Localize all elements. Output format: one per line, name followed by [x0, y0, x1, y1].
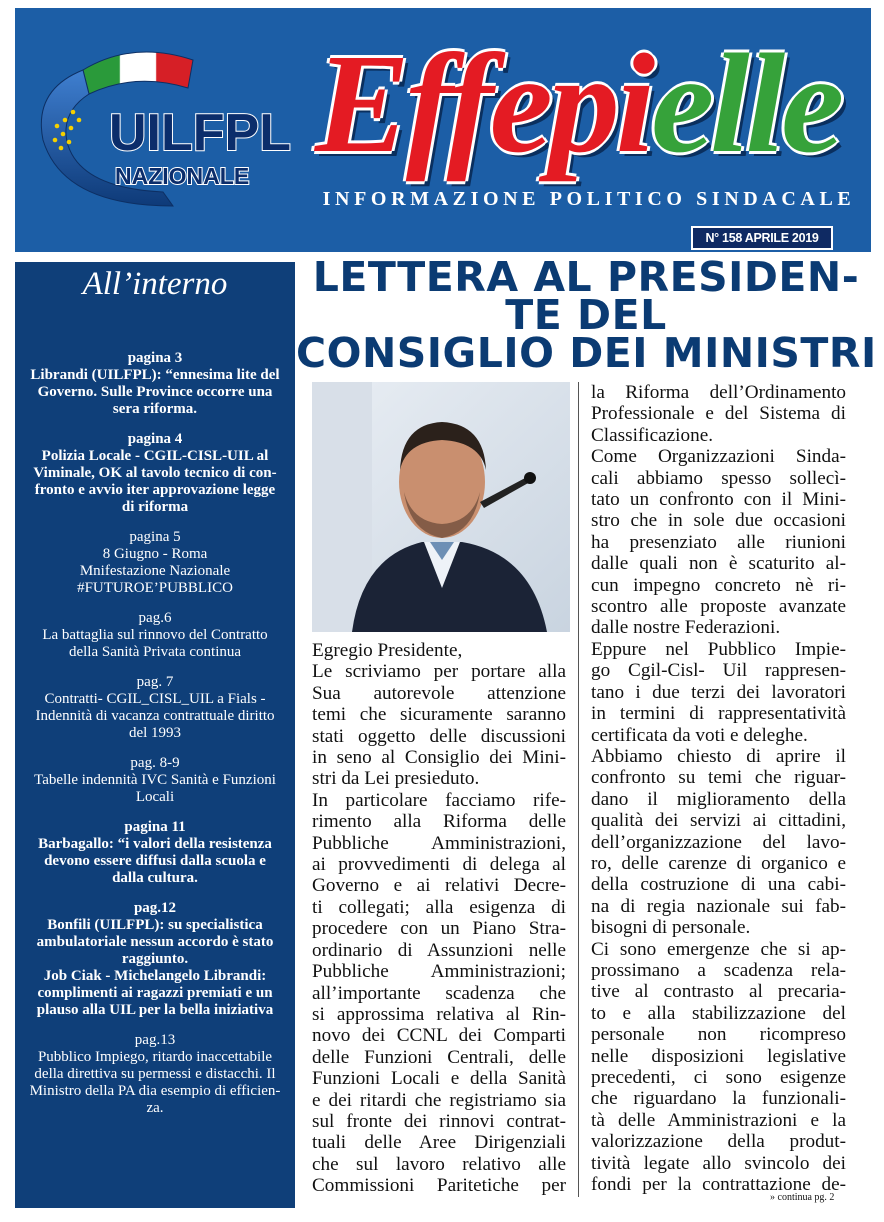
article-line: tato un confronto con il Mini-	[591, 489, 846, 511]
toc-entry-text: #FUTUROE’PUBBLICO	[77, 580, 233, 596]
article-line: temi che sicuramente saranno	[312, 704, 566, 726]
svg-text:UILFPL: UILFPL	[109, 104, 291, 162]
article-line: la Riforma dell’Ordinamento	[591, 382, 846, 403]
article-line: tano i due terzi dei lavoratori	[591, 681, 846, 703]
column-divider	[578, 382, 579, 1197]
svg-text:NAZIONALE: NAZIONALE	[115, 163, 250, 189]
article-line: Sua autorevole attenzione	[312, 682, 566, 704]
headline-line: TE DEL	[505, 291, 667, 339]
article-line: qualità dei servizi ai cittadini,	[591, 810, 846, 832]
toc-entry[interactable]	[20, 350, 290, 418]
toc-page-number: pag. 7	[136, 674, 174, 690]
article-line: valorizzazione della produt-	[591, 1131, 846, 1153]
toc-entry-text: Mnifestazione Nazionale	[79, 563, 231, 579]
toc-entry-text: Pubblico Impiego, ritardo inaccettabile	[37, 1049, 273, 1065]
toc-page-number: pagina 5	[129, 529, 181, 545]
toc-page-number: pag.12	[133, 900, 177, 916]
article-line: Eppure nel Pubblico Impie-	[591, 638, 846, 660]
article-line: procedere con un Piano Stra-	[312, 918, 566, 940]
article-line: ti collegati; alla esigenza di	[312, 896, 566, 918]
toc-entry-text: za.	[146, 1100, 164, 1116]
toc-entry-text: Locali	[135, 789, 175, 805]
toc-entry-text: della Sanità Privata continua	[68, 644, 242, 660]
article-line: stro che in sole due occasioni	[591, 510, 846, 532]
article-line: Ci sono emergenze che si ap-	[591, 938, 846, 960]
article-line: Professionale e del Sistema di	[591, 403, 846, 425]
article-headline	[296, 253, 877, 377]
toc-entry[interactable]	[20, 610, 290, 661]
toc-entry-text: Polizia Locale - CGIL-CISL-UIL al	[41, 448, 269, 464]
article-line: tà delle Amministrazioni e la	[591, 1109, 846, 1131]
toc-entry-text: Barbagallo: “i valori della resistenza	[38, 836, 272, 852]
toc-entry-text: 8 Giugno - Roma	[102, 546, 208, 562]
article-line: tività legate allo svincolo dei	[591, 1152, 846, 1174]
article-line: e dei ritardi che registriamo sia	[312, 1089, 566, 1111]
toc-entry-text: di riforma	[121, 499, 189, 515]
article-line: fondi per la contrattazione de-	[591, 1174, 846, 1196]
article-line: nelle disposizioni legislative	[591, 1045, 846, 1067]
article-line: cun impegno concreto nè ri-	[591, 574, 846, 596]
article-line: Le scriviamo per portare alla	[312, 661, 566, 683]
toc-entry-text: Governo. Sulle Province occorre una	[37, 384, 273, 400]
article-line: sul fronte dei rinnovi contrat-	[312, 1110, 566, 1132]
article-column-1	[312, 640, 566, 1197]
toc-page-number: pagina 3	[127, 350, 183, 366]
article-line: cali abbiamo spesso sollecì-	[591, 467, 846, 489]
article-line: confronto su temi che riguar-	[591, 767, 846, 789]
toc-entry-text: Librandi (UILFPL): “ennesima lite del	[30, 367, 280, 383]
masthead-part3: elle	[651, 24, 841, 182]
toc-entry-text: plauso alla UIL per la bella iniziativa	[36, 1002, 274, 1018]
article-line: dalle nostre Federazioni.	[591, 617, 781, 639]
toc-entry[interactable]	[20, 529, 290, 597]
article-line: go Cgil-Cisl- Uil rappresen-	[591, 660, 846, 682]
toc-entry-text: complimenti ai ragazzi premiati e un	[37, 985, 273, 1001]
article-line: Funzioni Locali e della Sanità	[312, 1068, 566, 1090]
article-line: ordinario di Assunzioni nelle	[312, 939, 566, 961]
toc-page-number: pagina 11	[124, 819, 186, 835]
article-line: novo dei CCNL dei Comparti	[312, 1025, 566, 1047]
article-column-2	[591, 382, 846, 1195]
article-line: bisogni di personale.	[591, 917, 751, 939]
issue-badge: N° 158 APRILE 2019	[691, 226, 833, 250]
article-line: In particolare facciamo rife-	[312, 789, 566, 811]
article-line: dalle quali non è scaturito al-	[591, 553, 846, 575]
article-line: ro, delle carenze di organico e	[591, 852, 846, 874]
toc-entry-text: Indennità di vacanza contrattuale diritto	[35, 708, 275, 724]
tagline: INFORMAZIONE POLITICO SINDACALE	[322, 188, 856, 210]
toc-entry-text: La battaglia sul rinnovo del Contratto	[42, 627, 268, 643]
article-line: che sul lavoro relativo alle	[312, 1153, 566, 1175]
article-line: to e alla stabilizzazione del	[591, 1002, 846, 1024]
masthead-title	[315, 24, 871, 188]
article-line: in seno al Consiglio dei Mini-	[312, 747, 566, 769]
article-line: scontro alle proposte avanzate	[591, 596, 846, 618]
toc-entry[interactable]	[20, 900, 290, 1019]
article-line: Pubbliche Amministrazioni,	[312, 832, 566, 854]
toc-entry-text: ambulatoriale nessun accordo è stato	[36, 934, 274, 950]
toc-entry[interactable]	[20, 431, 290, 516]
article-line: rimento alla Riforma delle	[312, 811, 566, 833]
article-line: Commissioni Paritetiche per	[312, 1175, 566, 1197]
article-line: all’importante scadenza che	[312, 982, 566, 1004]
toc-page-number: pag.6	[138, 610, 172, 626]
article-line: Come Organizzazioni Sinda-	[591, 446, 846, 468]
article-line: che riguardano la funzionali-	[591, 1088, 846, 1110]
toc-entry-text: raggiunto.	[121, 951, 189, 967]
uilfpl-logo	[23, 30, 303, 210]
article-line: Pubbliche Amministrazioni;	[312, 961, 566, 983]
toc-page-number: pag. 8-9	[130, 755, 180, 771]
toc-page-number: pagina 4	[127, 431, 183, 447]
article-line: prossimano a scadenza rela-	[591, 959, 846, 981]
article-line: certificata da voti e deleghe.	[591, 724, 808, 746]
headline-line: CONSIGLIO DEI MINISTRI	[296, 329, 877, 377]
toc-entry-text: della direttiva su permessi e distacchi. Il	[34, 1066, 276, 1082]
article-line: Abbiamo chiesto di aprire il	[591, 745, 846, 767]
masthead-banner	[15, 8, 871, 252]
article-line: in termini di rappresentatività	[591, 703, 846, 725]
toc-entry-text: Ministro della PA dia esempio di efficien-	[29, 1083, 281, 1099]
speaker-portrait-photo	[312, 382, 570, 632]
toc-entry[interactable]	[20, 755, 290, 806]
toc-entry[interactable]	[20, 1032, 290, 1117]
article-line: tuali delle Aree Dirigenziali	[312, 1132, 566, 1154]
toc-entry-text: Contratti- CGIL_CISL_UIL a Fials -	[44, 691, 266, 707]
toc-entry[interactable]	[20, 819, 290, 887]
article-line: stri da Lei presieduto.	[312, 768, 480, 790]
article-line: stati oggetto delle discussioni	[312, 725, 566, 747]
headline-line: LETTERA AL PRESIDEN-	[312, 253, 860, 301]
article-line: ha presenziato alle riunioni	[591, 531, 846, 553]
toc-page-number: pag.13	[134, 1032, 176, 1048]
toc-entry[interactable]	[20, 674, 290, 742]
article-line: precedenti, ci sono esigenze	[591, 1067, 846, 1088]
article-line: si approssima relativa al Rin-	[312, 1003, 566, 1025]
toc-entry-text: devono essere diffusi dalla scuola e	[44, 853, 266, 869]
article-line: della costruzione di una cabi-	[591, 874, 846, 896]
article-line: dano il miglioramento della	[591, 788, 846, 810]
article-line: delle Funzioni Centrali, delle	[312, 1046, 566, 1068]
masthead-part2: pi	[548, 24, 652, 182]
masthead-part1: Effe	[315, 24, 549, 182]
toc-entry-text: dalla cultura.	[112, 870, 198, 886]
contents-sidebar	[15, 262, 295, 1208]
article-line: personale non ricompreso	[591, 1024, 846, 1046]
article-line: tive al contrasto al precaria-	[591, 981, 846, 1003]
table-of-contents	[20, 350, 290, 1130]
toc-entry-text: Bonfili (UILFPL): su specialistica	[47, 917, 263, 933]
article-line: Classificazione.	[591, 424, 714, 446]
toc-entry-text: sera riforma.	[112, 401, 198, 417]
article-line: Egregio Presidente,	[312, 640, 463, 661]
toc-entry-text: del 1993	[128, 725, 182, 741]
toc-entry-text: fronto e avvio iter approvazione legge	[34, 482, 276, 498]
article-line: Governo e ai relativi Decre-	[312, 875, 566, 897]
article-line: na di regia nazionale sui fab-	[591, 895, 846, 917]
toc-entry-text: Tabelle indennità IVC Sanità e Funzioni	[34, 772, 276, 788]
sidebar-title: All’interno	[82, 266, 228, 302]
article-line: ai provvedimenti di delega al	[312, 854, 566, 876]
toc-entry-text: Viminale, OK al tavolo tecnico di con-	[33, 465, 277, 481]
article-line: dell’organizzazione del lavo-	[591, 831, 846, 853]
continue-note: » continua pg. 2	[770, 1192, 835, 1203]
toc-entry-text: Job Ciak - Michelangelo Librandi:	[43, 968, 267, 984]
